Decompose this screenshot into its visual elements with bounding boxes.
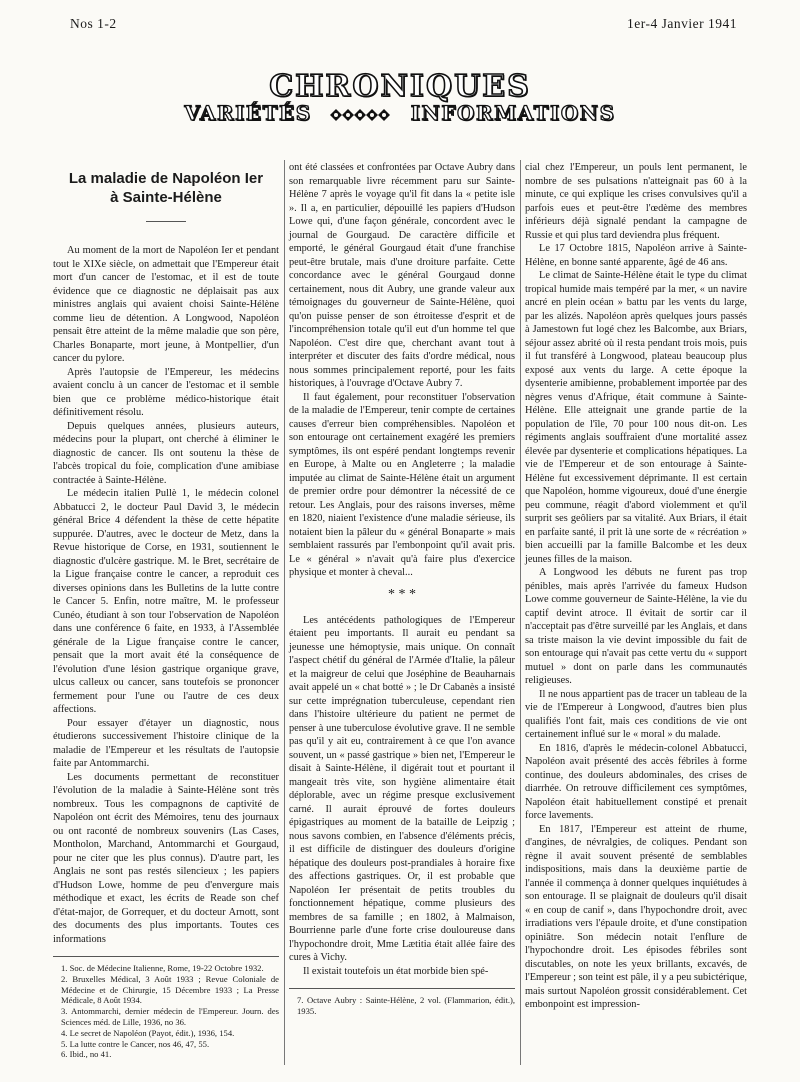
footnote: 3. Antommarchi, dernier médecin de l'Empereur. Journ. des Sciences méd. de Lille, 1936, no 36.: [61, 1006, 279, 1027]
issue-number: Nos 1-2: [70, 16, 117, 31]
footnote: 6. Ibid., no 41.: [61, 1049, 112, 1060]
paragraph: Le climat de Sainte-Hélène était le type du climat tropical humide mais tempéré par la mer, « un navire ancré en plein océan » battu par les vents du large, par les alizés. Napoléon après quelques jours passés à Jamestown fut logé chez les Balcombe, aux Briars, séjour assez abrité où il resta pendant trois mois, puis il fut transféré à Longwood, plateau beaucoup plus exposé aux vents du large. A cette époque la dysenterie amibienne, probablement importée par des nègres venus d'Afrique, était commune à Sainte-Hélène. Elle atteignait une grande partie de la population de l'île, 70 pour 100 nous dit-on. Les régiments anglais souffraient d'une mortalité assez élevée par dysenterie et complications hépatiques. La vie de l'Empereur et de son entourage à Sainte-Hélène fut excessivement déprimante. Il est certain que Napoléon, homme vigoureux, doué d'une énergie peu commune, réagit d'abord violemment et qu'il surprit ses geôliers par sa vitalité. Aux Briars, il était en parfaite santé, il prit là une sorte de « récréation » bien accueilli par la famille Balcombe et les deux jeunes filles de la maison.: [525, 270, 747, 565]
paragraph: Les documents permettant de reconstituer l'évolution de la maladie à Sainte-Hélène sont très nombreux. Tous les compagnons de captivité de Napoléon ont écrit des Mémoires, tenu des journaux ou ont raconté de nombreux souvenirs (Las Cases, Montholon, Marchand, Antommarchi et Gourgaud, pour ne citer que les plus connus). D'autre part, les Anglais ne sont pas restés silencieux ; les papiers d'Hudson Lowe, homme de peu d'envergure mais méthodique et exact, les écrits de Reade son chef d'état-major, de Gorrequer, et du docteur Arnott, sont des documents des plus importants. Toutes ces informations: [53, 771, 279, 945]
paragraph: Il faut également, pour reconstituer l'observation de la maladie de l'Empereur, tenir compte de certaines causes d'erreur bien compréhensibles. Napoléon et son entourage ont certainement exagéré les premiers symptômes, ils ont espéré pendant longtemps revenir en Europe, à Malte ou en Angleterre ; la maladie imputée au climat de Sainte-Hélène était un argument de premier ordre pour démontrer la nécessité de ce retour. Les Anglais, pour des raisons inverses, même en 1820, niaient l'existence d'une maladie sérieuse, ils notaient bien la pâleur du « général Bonaparte » mais semblaient rassurés par l'embonpoint qu'il avait pris. Le « général » n'avait qu'à faire plus d'exercice physique et monter à cheval...: [289, 391, 515, 578]
paragraph: Les antécédents pathologiques de l'Empereur étaient peu importants. Il aurait eu pendant sa jeunesse une hémoptysie, mais unique. On connaît l'aspect chétif du général de l'Armée d'Italie, la pâleur et la maigreur de celui que Joséphine de Beauharnais avait appelé un « chat botté » ; le Dr Cabanès a insisté sur cette imprégnation tuberculeuse, cependant rien dans l'histoire ultérieure du patient ne permet de penser à une tuberculose évolutive grave. Il ne semble pas qu'il y ait eu, contrairement à ce que l'on avance souvent, un « passé gastrique » bien net, l'Empereur le disait à Sainte-Hélène, il digérait tout et pourtant il mangeait très vite, son hygiène alimentaire était déplorable, avec un régime presque exclusivement carné. Il aurait éprouvé de fortes douleurs épigastriques au moment de la bataille de Leipzig ; nous savons combien, en l'absence d'éléments précis, il est difficile de distinguer des douleurs d'origine hépatique des douleurs post-prandiales à horaire fixe des affections gastriques. Or, il est probable que Napoléon Ier présentait de petits troubles du fonctionnement hépatique, comme plusieurs des membres de sa famille ; en 1802, à Malmaison, Bourrienne parle d'une forte crise douloureuse dans l'hypochondre droit, Mme Lætitia était allée faire des cures à Vichy.: [289, 614, 515, 963]
paragraph: En 1817, l'Empereur est atteint de rhume, d'angines, de névralgies, de coliques. Pendant son règne il avait souvent présenté de semblables indispositions, mais dans la deuxième partie de l'année il commença à donner quelques inquiétudes à son entourage. Il se plaignait de douleurs qu'il disait « en coup de canif », dans l'hypochondre droit, avec irradiations vers l'épaule droite, et d'une constipation opiniâtre. Son médecin notait l'enflure de l'hypochondre droit. Les épisodes fébriles sont discutables, on note les yeux brillants, excavés, de l'Empereur ; son teint est pâle, il y a peu subictérique, mais surtout Napoléon grossit considérablement. Cet embonpoint est impression-: [525, 823, 747, 1010]
footnote: 5. La lutte contre le Cancer, nos 46, 47, 55.: [61, 1038, 210, 1049]
footnotes: [53, 956, 279, 1060]
article-title: [53, 169, 279, 207]
column-rule: [284, 160, 285, 1065]
paragraph: ont été classées et confrontées par Octave Aubry dans son remarquable livre récemment paru sur Sainte-Hélène 7 après le voyage qu'il fit dans la « petite isle ». Il a, en particulier, dépouillé les papiers d'Hudson Lowe qui, d'une façon générale, concordent avec le journal de Gourgaud. De caractère difficile et emporté, le général Gourgaud était d'une franchise peut-être brutale, mais d'une droiture parfaite. Cette concordance avec le général Gourgaud donne certainement, nous dit Aubry, une grande valeur aux témoignages du gouverneur de Sainte-Hélène, quoi qu'on puisse penser de son étroitesse d'esprit et de l'incompréhension totale qu'il eut d'un homme tel que Napoléon. C'est dire que, cherchant avant tout à interpréter et discuter des faits d'ordre médical, nous nous sommes principalement reporté, pour les faits historiques, à l'ouvrage d'Octave Aubry 7.: [289, 162, 515, 389]
footnote: 1. Soc. de Médecine Italienne, Rome, 19-22 Octobre 1932.: [61, 963, 264, 973]
column-3: [525, 161, 747, 1012]
paragraph: A Longwood les débuts ne furent pas trop pénibles, mais après l'arrivée du fameux Hudson Lowe comme gouverneur de Sainte-Hélène, la vie du captif devint atroce. Il évitait de sortir car il n'acceptait pas d'être surveillé par les Anglais, et dans sa triste maison la vie devint impossible du fait de son entourage qui n'avait pas cette vertu du « support mutuel » dont on parle dans les communautés religieuses.: [525, 567, 747, 686]
footnote: 7. Octave Aubry : Sainte-Hélène, 2 vol. (Flammarion, édit.), 1935.: [297, 995, 515, 1016]
issue-date: 1er-4 Janvier 1941: [627, 16, 737, 31]
ornament-icon: [328, 107, 394, 123]
footnotes: [289, 988, 515, 1017]
paragraph: Il ne nous appartient pas de tracer un tableau de la vie de l'Empereur à Longwood, d'autres bien plus qualifiés l'ont fait, mais ces conditions de vie ont certainement influé sur le « moral » du malade.: [525, 688, 747, 740]
masthead-varietes: VARIÉTÉS: [184, 101, 312, 125]
paragraph: Le 17 Octobre 1815, Napoléon arrive à Sainte-Hélène, en bonne santé apparente, âgé de 46 ans.: [525, 243, 747, 268]
masthead-subtitle: [0, 103, 800, 123]
masthead-title: CHRONIQUES: [269, 69, 531, 104]
masthead-informations: INFORMATIONS: [410, 101, 616, 125]
article-title-line: La maladie de Napoléon Ier: [68, 170, 264, 187]
paragraph: Il existait toutefois un état morbide bien spé-: [303, 965, 489, 977]
paragraph: Au moment de la mort de Napoléon Ier et pendant tout le XIXe siècle, on admettait que l'Empereur était mort d'un cancer de l'estomac, et il est de toute évidence que ce diagnostic ne déplaisait pas aux ministres anglais qui avaient choisi Sainte-Hélène comme lieu de détention. A Longwood, Napoléon pensait être atteint de la même maladie que son père, Charles Bonaparte, mort jeune, à Montpellier, d'un cancer du pylore.: [53, 245, 279, 364]
article-title-line: à Sainte-Hélène: [110, 189, 222, 206]
section-separator: * * *: [388, 586, 416, 602]
paragraph: Le médecin italien Pullè 1, le médecin colonel Abbatucci 2, le docteur Paul David 3, le médecin général Brice 4 défendent la thèse de cette hépatite suppurée. D'autres, avec le docteur de Metz, dans la Revue historique de Corse, en 1931, soutiennent le diagnostic d'ulcère gastrique. M. le Bret, secrétaire de la Ligue française contre le cancer, a reproduit ces diverses opinions dans les Bulletins de la lutte contre le Cancer 5. Enfin, notre maître, M. le professeur Cunéo, étudiant à son tour l'observation de Napoléon dans une conférence 6 faite, en 1933, à l'Assemblée générale de la Ligue française contre le cancer, pensait que la mort avait été la conséquence de l'évolution d'une lésion gastrique organique grave, ulcus calleux ou cancer, sans toutefois se prononcer fermement pour l'une ou l'autre de ces deux affections.: [53, 488, 279, 715]
title-divider: [146, 221, 186, 222]
footnote: 2. Bruxelles Médical, 3 Août 1933 ; Revue Coloniale de Médecine et de Chirurgie, 15 Décembre 1933 ; La Presse Médicale, 8 Août 1934.: [61, 973, 279, 1006]
column-rule: [520, 160, 521, 1065]
paragraph: En 1816, d'après le médecin-colonel Abbatucci, Napoléon avait présenté des accès fébriles à forme continue, des douleurs abdominales, des crises de diarrhée. On retrouve difficilement ces symptômes, Napoléon était habituellement constipé et prenait force lavements.: [525, 742, 747, 821]
paragraph: Pour essayer d'étayer un diagnostic, nous étudierons successivement l'histoire clinique de la maladie de l'Empereur et les résultats de l'autopsie faite par Antommarchi.: [53, 717, 279, 769]
paragraph: Après l'autopsie de l'Empereur, les médecins avaient conclu à un cancer de l'estomac et il semble bien que ce problème médico-historique était définitivement résolu.: [53, 366, 279, 418]
footnote: 4. Le secret de Napoléon (Payot, édit.), 1936, 154.: [61, 1027, 235, 1038]
paragraph: cial chez l'Empereur, un pouls lent permanent, le nombre de ses pulsations n'atteignait pas 60 à la minute, ce qui explique les crises convulsives qu'il a parfois eues et peut-être l'œdème des membres inférieurs déjà signalé pendant la campagne de Russie et qui plus tard deviendra plus fréquent.: [525, 162, 747, 241]
column-2: [289, 161, 515, 1017]
column-1: [53, 161, 279, 1060]
paragraph: Depuis quelques années, plusieurs auteurs, médecins pour la plupart, ont cherché à éliminer le diagnostic de cancer. Ils ont soutenu la thèse de l'abcès tropical du foie, complication d'une amibiase contractée à Sainte-Hélène.: [53, 420, 279, 486]
